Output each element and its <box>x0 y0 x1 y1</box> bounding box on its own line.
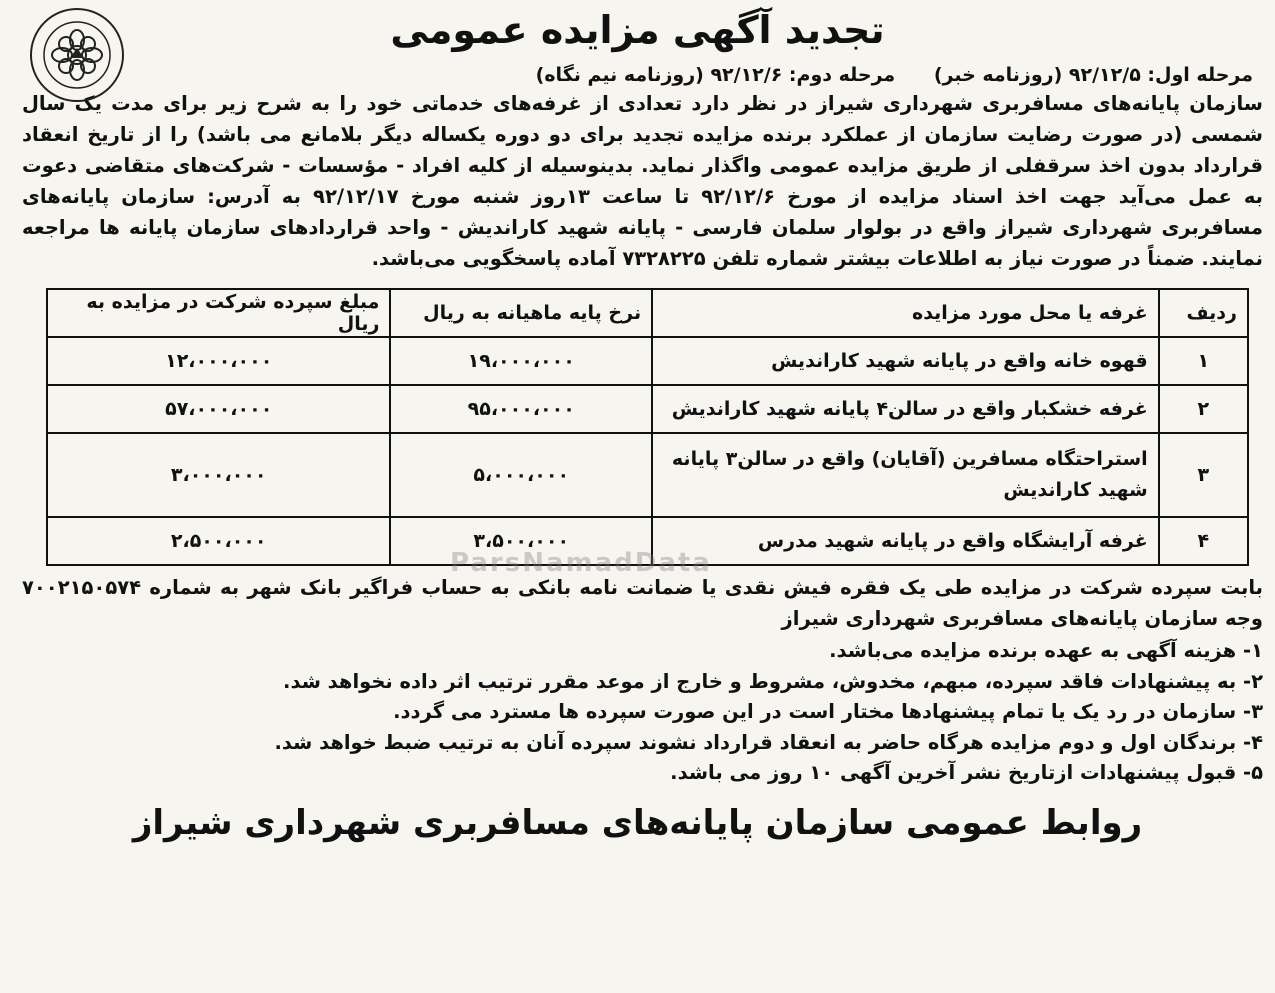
row-number: ۱ <box>1159 337 1248 385</box>
row-place: استراحتگاه مسافرین (آقایان) واقع در سالن۳ پایانه شهید کاراندیش <box>652 433 1159 517</box>
row-place: غرفه آرایشگاه واقع در پایانه شهید مدرس <box>652 517 1159 565</box>
row-base-rate: ۵،۰۰۰،۰۰۰ <box>390 433 652 517</box>
stage-first: مرحله اول: ۹۲/۱۲/۵ (روزنامه خبر) <box>933 64 1253 86</box>
row-deposit: ۳،۰۰۰،۰۰۰ <box>47 433 390 517</box>
header-place: غرفه یا محل مورد مزایده <box>652 289 1159 337</box>
header-base-rate: نرخ پایه ماهیانه به ریال <box>390 289 652 337</box>
public-relations-signature: روابط عمومی سازمان پایانه‌های مسافربری شهرداری شیراز <box>132 802 1143 843</box>
header-deposit: مبلغ سپرده شرکت در مزایده به ریال <box>47 289 390 337</box>
municipality-logo <box>18 4 136 106</box>
table-header-row <box>47 289 1248 337</box>
row-place: غرفه خشکبار واقع در سالن۴ پایانه شهید کاراندیش <box>652 385 1159 433</box>
deposit-note: بابت سپرده شرکت در مزایده طی یک فقره فیش نقدی یا ضمانت نامه بانکی به حساب فراگیر بانک شهر به شماره ۷۰۰۲۱۵۰۵۷۴ وجه سازمان پایانه‌های مسافربری شهرداری شیراز <box>22 576 1263 630</box>
row-deposit: ۲،۵۰۰،۰۰۰ <box>47 517 390 565</box>
condition-item: ۳- سازمان در رد یک یا تمام پیشنهادها مختار است در این صورت سپرده ها مسترد می گردد. <box>393 700 1263 723</box>
row-number: ۴ <box>1159 517 1248 565</box>
notice-title: تجدید آگهی مزایده عمومی <box>390 8 885 52</box>
table-row <box>47 433 1248 517</box>
conditions-list <box>22 636 1263 789</box>
row-deposit: ۵۷،۰۰۰،۰۰۰ <box>47 385 390 433</box>
municipality-seal-icon <box>18 4 136 106</box>
table-row <box>47 337 1248 385</box>
row-base-rate: ۳،۵۰۰،۰۰۰ <box>390 517 652 565</box>
stage-second: مرحله دوم: ۹۲/۱۲/۶ (روزنامه نیم نگاه) <box>535 64 896 86</box>
row-base-rate: ۱۹،۰۰۰،۰۰۰ <box>390 337 652 385</box>
publication-stages <box>22 64 1253 86</box>
row-deposit: ۱۲،۰۰۰،۰۰۰ <box>47 337 390 385</box>
watermark: ParsNamadData <box>450 548 712 578</box>
row-number: ۳ <box>1159 433 1248 517</box>
intro-paragraph: سازمان پایانه‌های مسافربری شهرداری شیراز در نظر دارد تعدادی از غرفه‌های خدماتی خود را به شرح زیر برای مدت یک سال شمسی (در صورت رضایت سازمان از عملکرد برنده مزایده تجدید برای دو دوره یکساله دیگر بلامانع می باشد) را از تاریخ انعقاد قرارداد بدون اخذ سرقفلی از طریق مزایده عمومی واگذار نماید. بدینوسیله از کلیه افراد - مؤسسات - شرکت‌های متقاضی دعوت به عمل می‌آید جهت اخذ اسناد مزایده از مورخ ۹۲/۱۲/۶ تا ساعت ۱۳روز شنبه مورخ ۹۲/۱۲/۱۷ به آدرس: سازمان پایانه‌های مسافربری شهرداری شیراز واقع در بولوار سلمان فارسی - پایانه شهید کاراندیش - واحد قراردادهای سازمان پایانه ها مراجعه نمایند. ضمناً در صورت نیاز به اطلاعات بیشتر شماره تلفن ۷۳۲۸۲۲۵ آماده پاسخگویی می‌باشد. <box>22 92 1263 270</box>
row-place: قهوه خانه واقع در پایانه شهید کاراندیش <box>652 337 1159 385</box>
condition-item: ۱- هزینه آگهی به عهده برنده مزایده می‌باشد. <box>829 639 1263 662</box>
condition-item: ۴- برندگان اول و دوم مزایده هرگاه حاضر به انعقاد قرارداد نشوند سپرده آنان به ترتیب ضبط خواهد شد. <box>274 730 1263 754</box>
condition-item: ۲- به پیشنهادات فاقد سپرده، مبهم، مخدوش، مشروط و خارج از موعد مقرر ترتیب اثر داده نخواهد شد. <box>283 669 1263 693</box>
table-row <box>47 385 1248 433</box>
row-base-rate: ۹۵،۰۰۰،۰۰۰ <box>390 385 652 433</box>
auction-items-table <box>46 288 1249 566</box>
header-row-number: ردیف <box>1159 289 1248 337</box>
row-number: ۲ <box>1159 385 1248 433</box>
table-row <box>47 517 1248 565</box>
condition-item: ۵- قبول پیشنهادات ازتاریخ نشر آخرین آگهی ۱۰ روز می باشد. <box>670 761 1263 784</box>
